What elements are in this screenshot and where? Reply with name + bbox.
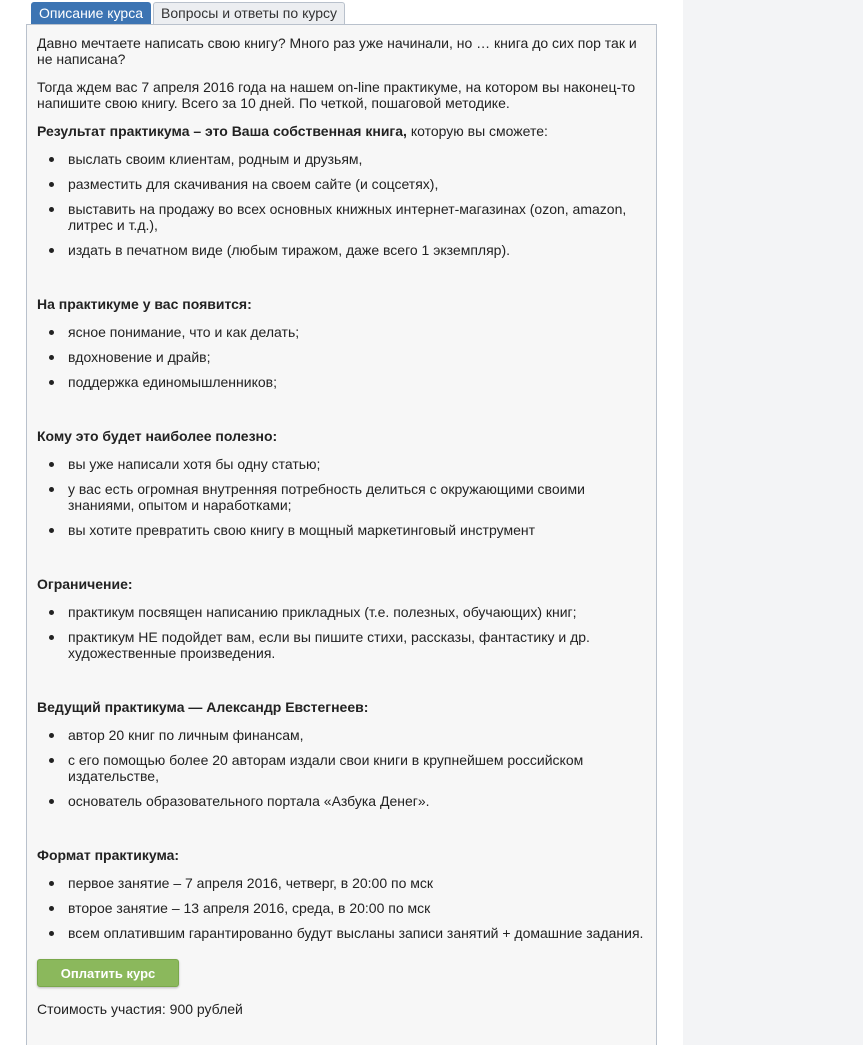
pay-course-button[interactable]: Оплатить курс xyxy=(37,959,179,987)
section-title-benefits: На практикуме у вас появится: xyxy=(37,296,252,312)
list-item: основатель образовательного портала «Азбука Денег». xyxy=(37,793,646,809)
intro-paragraph: Тогда ждем вас 7 апреля 2016 года на нашем on-line практикуме, на котором вы наконец-то напишите свою книгу. Всего за 10 дней. По четкой, пошаговой методике. xyxy=(37,79,636,111)
result-heading xyxy=(37,123,646,139)
list-item: автор 20 книг по личным финансам, xyxy=(37,727,646,743)
list-item: вы хотите превратить свою книгу в мощный маркетинговый инструмент xyxy=(37,522,646,538)
host-list xyxy=(37,727,646,809)
result-heading-bold: Результат практикума – это Ваша собственная книга, xyxy=(37,123,407,139)
list-item: разместить для скачивания на своем сайте (и соцсетях), xyxy=(37,176,646,192)
list-item: у вас есть огромная внутренняя потребность делиться с окружающими своими знаниями, опытом и наработками; xyxy=(37,481,646,513)
result-heading-rest: которую вы сможете: xyxy=(406,123,548,139)
list-item: выставить на продажу во всех основных книжных интернет-магазинах (ozon, amazon, литрес и т.д.), xyxy=(37,201,646,233)
list-item: издать в печатном виде (любым тиражом, даже всего 1 экземпляр). xyxy=(37,242,646,258)
list-item: выслать своим клиентам, родным и друзьям, xyxy=(37,151,646,167)
course-description-panel xyxy=(26,24,657,1045)
section-title-host: Ведущий практикума — Александр Евстегнеев: xyxy=(37,699,369,715)
intro-paragraph: Давно мечтаете написать свою книгу? Много раз уже начинали, но … книга до сих пор так и не написана? xyxy=(37,35,637,67)
course-tabs xyxy=(31,2,347,25)
tab-course-description[interactable]: Описание курса xyxy=(31,2,151,25)
benefits-list xyxy=(37,324,646,390)
limitations-list xyxy=(37,604,646,661)
price-text: Стоимость участия: 900 рублей xyxy=(37,1001,243,1017)
audience-list xyxy=(37,456,646,538)
section-title-format: Формат практикума: xyxy=(37,847,180,863)
section-title-limitations: Ограничение: xyxy=(37,576,133,592)
list-item: всем оплатившим гарантированно будут высланы записи занятий + домашние задания. xyxy=(37,925,646,941)
format-list xyxy=(37,875,646,941)
list-item: первое занятие – 7 апреля 2016, четверг, в 20:00 по мск xyxy=(37,875,646,891)
tab-course-faq[interactable]: Вопросы и ответы по курсу xyxy=(153,2,345,25)
right-sidebar-background xyxy=(683,0,863,1045)
section-title-audience: Кому это будет наиболее полезно: xyxy=(37,428,278,444)
list-item: вдохновение и драйв; xyxy=(37,349,646,365)
list-item: поддержка единомышленников; xyxy=(37,374,646,390)
list-item: вы уже написали хотя бы одну статью; xyxy=(37,456,646,472)
list-item: практикум НЕ подойдет вам, если вы пишите стихи, рассказы, фантастику и др. художественные произведения. xyxy=(37,629,646,661)
list-item: практикум посвящен написанию прикладных (т.е. полезных, обучающих) книг; xyxy=(37,604,646,620)
list-item: второе занятие – 13 апреля 2016, среда, в 20:00 по мск xyxy=(37,900,646,916)
result-list xyxy=(37,151,646,258)
list-item: с его помощью более 20 авторам издали свои книги в крупнейшем российском издательстве, xyxy=(37,752,646,784)
list-item: ясное понимание, что и как делать; xyxy=(37,324,646,340)
